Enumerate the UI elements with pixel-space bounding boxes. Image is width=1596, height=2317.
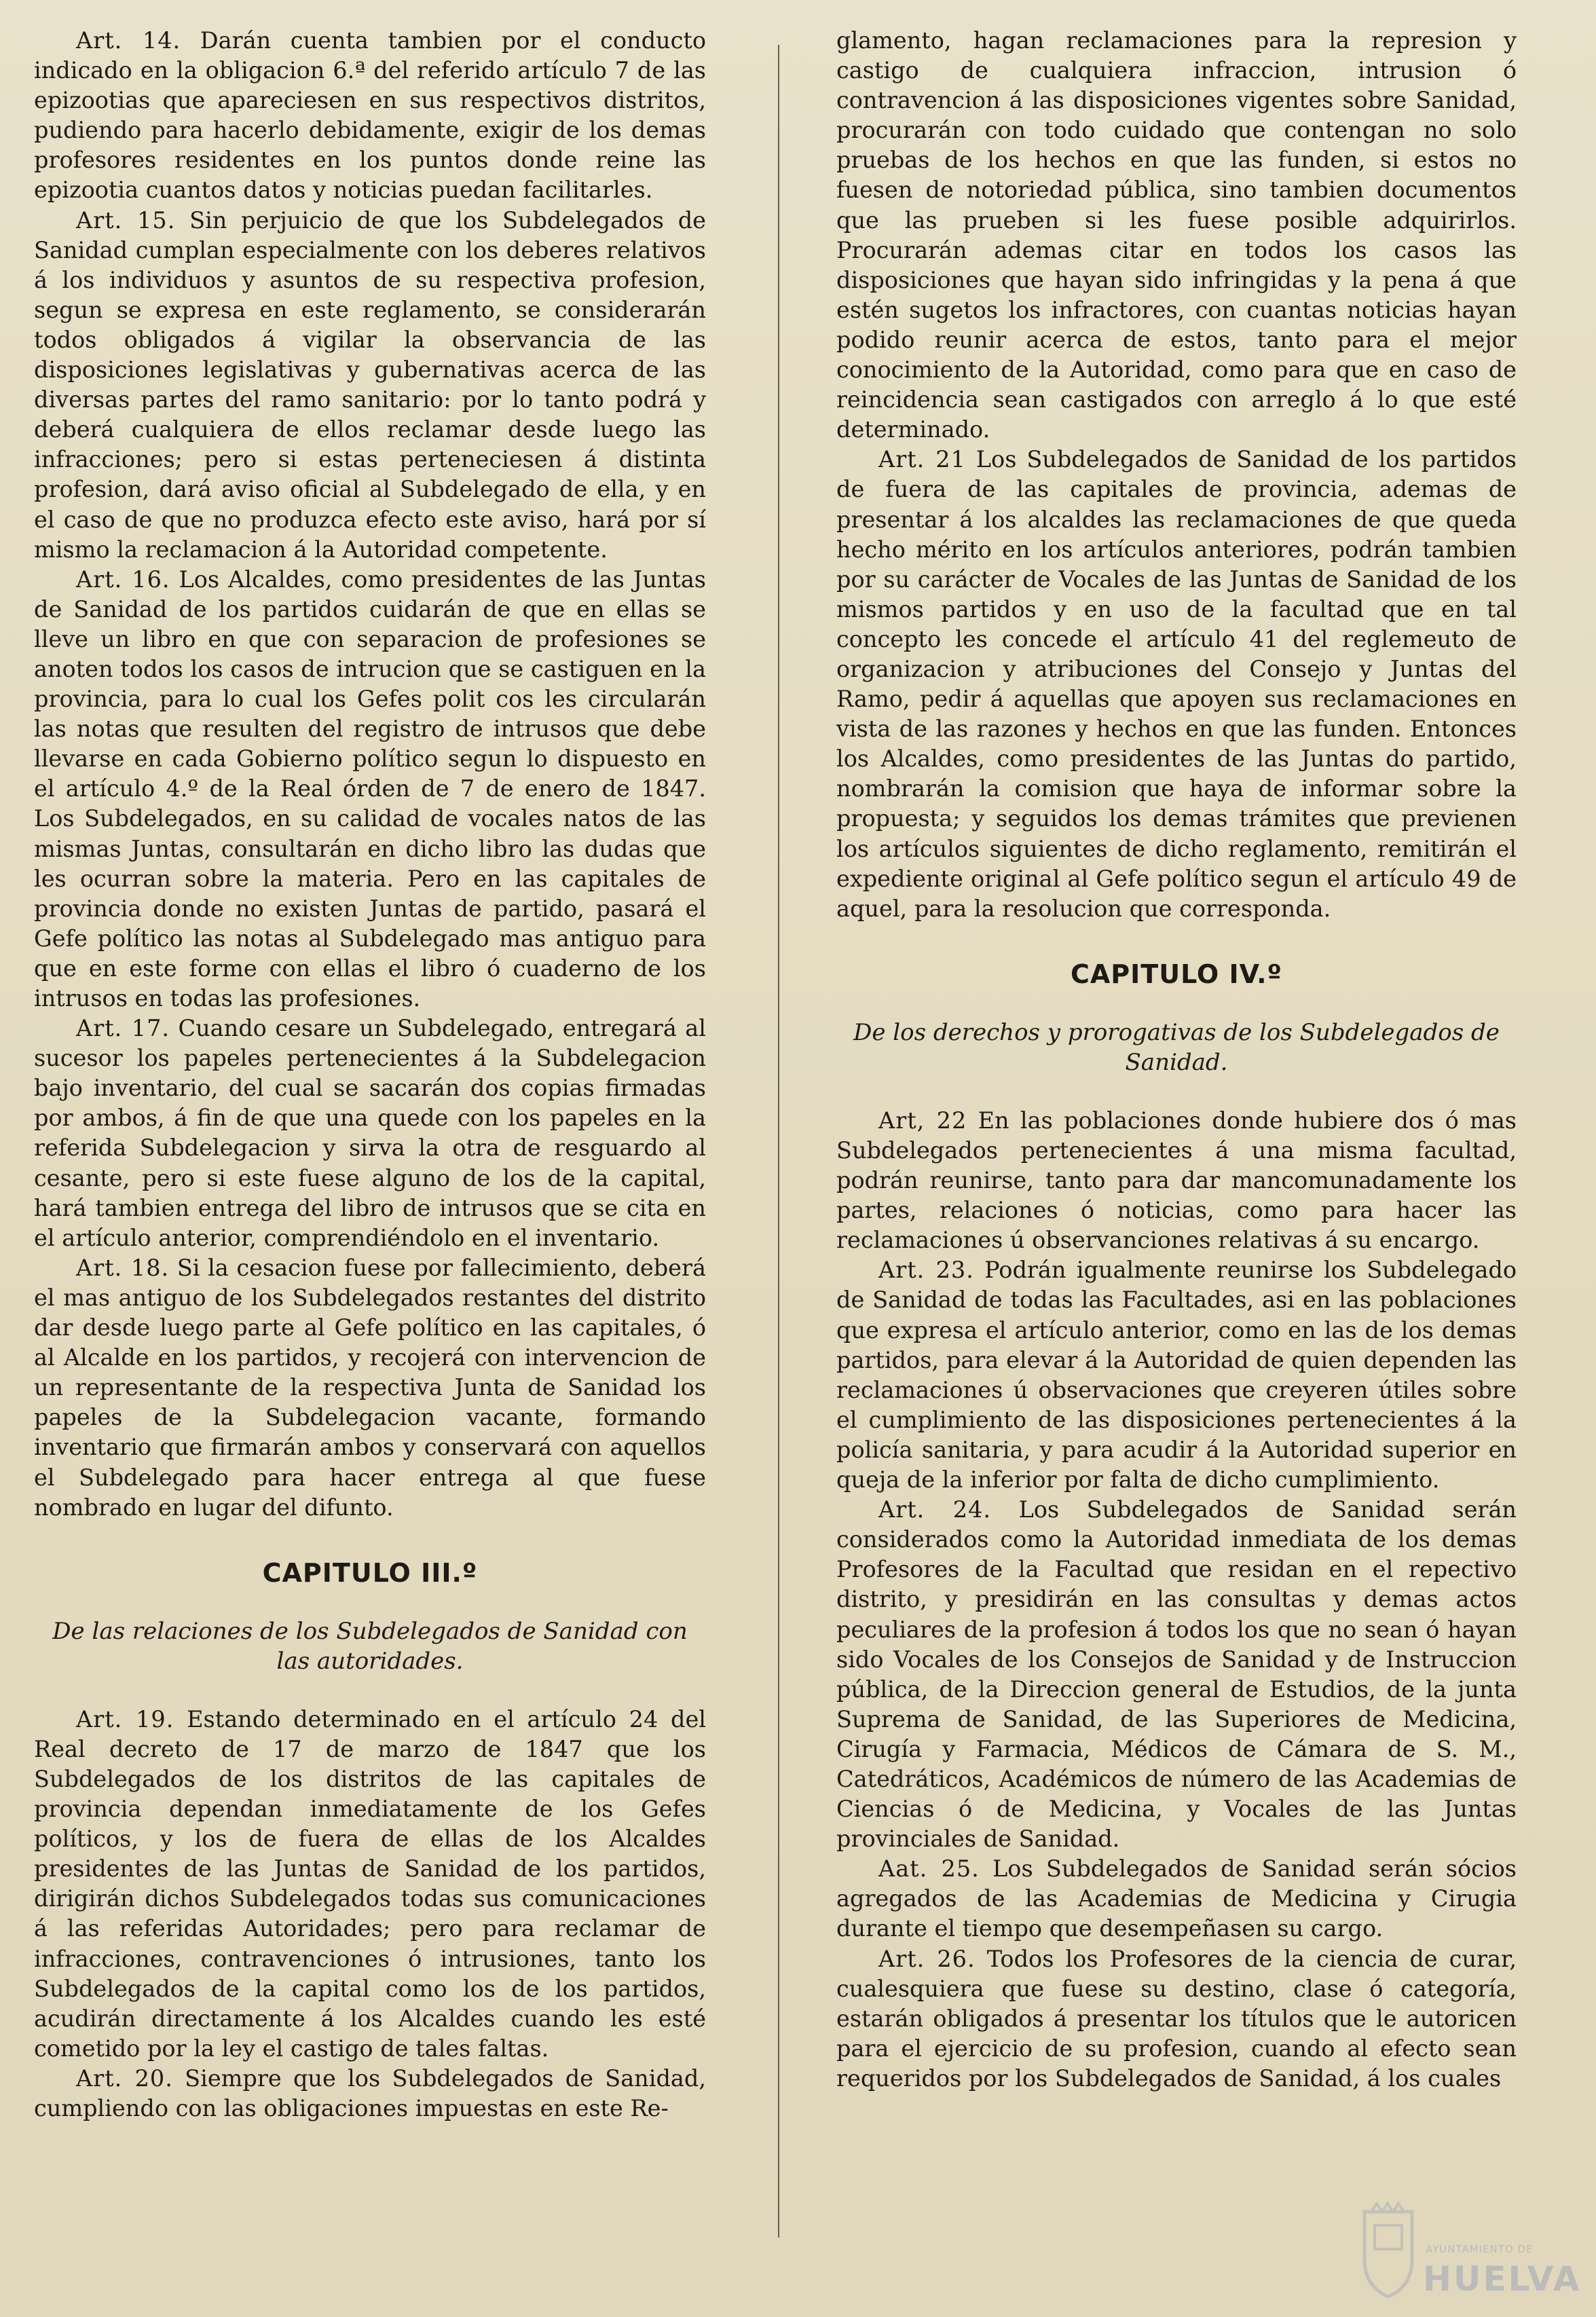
article-text: Los Subdelegados de Sanidad de los partidos de fuera de las capitales de provincia, ademas de presentar á los alcaldes las reclamaciones de que queda hecho mérito en los artículos anteriores, podrán tambien por su carácter de Vocales de las Juntas de Sanidad de los mismos partidos y en uso de la facultad que en tal concepto les concede el artículo 41 del reglemeuto de organizacion y atribuciones del Consejo y Juntas del Ramo, pedir á aquellas que apoyen sus reclamaciones en vista de las razones y hechos en que las funden. Entonces los Alcaldes, como presidentes de las Juntas do partido, nombrarán la comision que haya de informar sobre la propuesta; y seguidos los demas trámites que previenen los artículos siguientes de dicho reglamento, remitirán el expediente original al Gefe político segun el artículo 49 de aquel, para la resolucion que corresponda. bbox=[836, 446, 1517, 922]
article-18 bbox=[34, 1253, 706, 1523]
article-20-continued: glamento, hagan reclamaciones para la represion y castigo de cualquiera infraccion, intrusion ó contravencion á las disposiciones vigentes sobre Sanidad, procurarán con todo cuidado que contengan no solo pruebas de los hechos en que las funden, si estos no fuesen de notoriedad pública, sino tambien documentos que las prueben si les fuese posible adquirirlos. Procurarán ademas citar en todos los casos las disposiciones que hayan sido infringidas y la pena á que estén sugetos los infractores, con cuantas noticias hayan podido reunir acerca de estos, tanto para el mejor conocimiento de la Autoridad, como para que en caso de reincidencia sean castigados con arreglo á lo que esté determinado. bbox=[836, 27, 1517, 443]
article-text: Todos los Profesores de la ciencia de curar, cualesquiera que fuese su destino, clase ó categoría, estarán obligados á presentar los títulos que le autoricen para el ejercicio de su profesion, cuando al efecto sean requeridos por los Subdelegados de Sanidad, á los cuales bbox=[836, 1945, 1517, 2092]
article-label: Art. 26. bbox=[878, 1945, 976, 1972]
article-text: Siempre que los Subdelegados de Sanidad, cumpliendo con las obligaciones impuestas en este Re- bbox=[34, 2064, 706, 2121]
watermark-subtitle: AYUNTAMIENTO DE bbox=[1426, 2243, 1534, 2255]
article-label: Art. 21 bbox=[878, 446, 966, 473]
article-label: Art. 20. bbox=[76, 2064, 173, 2092]
chapter-4-subtitle: De los derechos y prorogativas de los Subdelegados de Sanidad. bbox=[853, 1018, 1500, 1076]
article-label: Art. 19. bbox=[76, 1705, 174, 1732]
article-22 bbox=[836, 1106, 1517, 1255]
chapter-3-title: CAPITULO III.º bbox=[262, 1557, 478, 1588]
article-label: Art, 22 bbox=[878, 1107, 967, 1134]
right-column bbox=[836, 26, 1517, 2094]
article-15 bbox=[34, 206, 706, 565]
article-text: Darán cuenta tambien por el conducto indicado en la obligacion 6.ª del referido artículo 7 de las epizootias que apareciesen en sus respectivos distritos, pudiendo para hacerlo debidamente, exigir de los demas profesores residentes en los puntos donde reine las epizootia cuantos datos y noticias puedan facilitarles. bbox=[34, 27, 707, 204]
article-text: Los Subdelegados de Sanidad serán considerados como la Autoridad inmediata de los demas Profesores de la Facultad que residan en el repectivo distrito, y presidirán en las consultas y demas actos peculiares de la profesion á todos los que no sean ó hayan sido Vocales de los Consejos de Sanidad y de Instruccion pública, de la Direccion general de Estudios, de la junta Suprema de Sanidad, de las Superiores de Medicina, Cirugía y Farmacia, Médicos de Cámara de S. M., Catedráticos, Académicos de número de las Academias de Ciencias ó de Medicina, y Vocales de las Juntas provinciales de Sanidad. bbox=[836, 1496, 1517, 1853]
article-label: Art. 18. bbox=[76, 1254, 170, 1281]
article-text: Los Alcaldes, como presidentes de las Juntas de Sanidad de los partidos cuidarán de que en ellas se lleve un libro en que con separacion de profesiones se anoten todos los casos de intrucion que se castiguen en la provincia, para lo cual los Gefes polit cos les circularán las notas que resulten del registro de intrusos que debe llevarse en cada Gobierno político segun lo dispuesto en el artículo 4.º de la Real órden de 7 de enero de 1847. Los Subdelegados, en su calidad de vocales natos de las mismas Juntas, consultarán en dicho libro las dudas que les ocurran sobre la materia. Pero en las capitales de provincia donde no existen Juntas de partido, pasará el Gefe político las notas al Subdelegado mas antiguo para que en este forme con ellas el libro ó cuaderno de los intrusos en todas las profesiones. bbox=[34, 566, 706, 1012]
chapter-4-title: CAPITULO IV.º bbox=[1071, 959, 1282, 989]
article-label: Art. 17. bbox=[76, 1015, 170, 1042]
article-26 bbox=[836, 1944, 1517, 2094]
article-23 bbox=[836, 1255, 1517, 1495]
column-divider bbox=[778, 45, 779, 2238]
article-text: Estando determinado en el artículo 24 del Real decreto de 17 de marzo de 1847 que los Subdelegados de los distritos de las capitales de provincia dependan inmediatamente de los Gefes políticos, y los de fuera de ellas de los Alcaldes presidentes de las Juntas de Sanidad de los partidos, dirigirán dichos Subdelegados todas sus comunicaciones á las referidas Autoridades; pero para reclamar de infracciones, contravenciones ó intrusiones, tanto los Subdelegados de la capital como los de los partidos, acudirán directamente á los Alcaldes cuando les esté cometido por la ley el castigo de tales faltas. bbox=[34, 1705, 706, 2062]
chapter-3-subtitle: De las relaciones de los Subdelegados de Sanidad con las autoridades. bbox=[52, 1617, 688, 1675]
article-label: Art. 24. bbox=[878, 1496, 992, 1523]
article-19 bbox=[34, 1705, 706, 2064]
article-text: Cuando cesare un Subdelegado, entregará al sucesor los papeles pertenecientes á la Subdelegacion bajo inventario, del cual se sacarán dos copias firmadas por ambos, á fin de que una quede con los papeles en la referida Subdelegacion y sirva la otra de resguardo al cesante, pero si este fuese alguno de los de la capital, hará tambien entrega del libro de intrusos que se cita en el artículo anterior, comprendiéndolo en el inventario. bbox=[34, 1015, 706, 1251]
article-14 bbox=[34, 26, 706, 206]
article-text: En las poblaciones donde hubiere dos ó mas Subdelegados pertenecientes á una misma facultad, podrán reunirse, tanto para dar mancomunadamente los partes, relaciones ó noticias, como para hacer las reclamaciones ú observanciones relativas á su encargo. bbox=[836, 1107, 1517, 1254]
article-text: Si la cesacion fuese por fallecimiento, deberá el mas antiguo de los Subdelegados restantes del distrito dar desde luego parte al Gefe político en las capitales, ó al Alcalde en los partidos, y recojerá con intervencion de un representante de la respectiva Junta de Sanidad los papeles de la Subdelegacion vacante, formando inventario que firmarán ambos y conservará con aquellos el Subdelegado para hacer entrega al que fuese nombrado en lugar del difunto. bbox=[34, 1254, 706, 1521]
article-24 bbox=[836, 1495, 1517, 1854]
article-text: Podrán igualmente reunirse los Subdelegado de Sanidad de todas las Facultades, asi en las poblaciones que expresa el artículo anterior, como en las de los demas partidos, para elevar á la Autoridad de quien dependen las reclamaciones ú observaciones que creyeren útiles sobre el cumplimiento de las disposiciones pertenecientes á la policía sanitaria, y para acudir á la Autoridad superior en queja de la inferior por falta de dicho cumplimiento. bbox=[836, 1257, 1517, 1494]
article-25 bbox=[836, 1854, 1517, 1944]
article-label: Aat. 25. bbox=[878, 1855, 980, 1883]
watermark-text: HUELVA bbox=[1423, 2259, 1582, 2299]
article-text: Los Subdelegados de Sanidad serán sócios agregados de las Academias de Medicina y Cirugia durante el tiempo que desempeñasen su cargo. bbox=[836, 1855, 1517, 1942]
article-17 bbox=[34, 1014, 706, 1253]
article-label: Art. 14. bbox=[76, 27, 181, 54]
article-label: Art. 16. bbox=[76, 566, 170, 593]
left-column bbox=[34, 26, 706, 2124]
article-21 bbox=[836, 445, 1517, 924]
article-label: Art. 23. bbox=[878, 1257, 974, 1284]
article-16 bbox=[34, 565, 706, 1014]
article-text: Sin perjuicio de que los Subdelegados de Sanidad cumplan especialmente con los deberes relativos á los individuos y asuntos de su respectiva profesion, segun se expresa en este reglamento, se considerarán todos obligados á vigilar la observancia de las disposiciones legislativas y gubernativas acerca de las diversas partes del ramo sanitario: por lo tanto podrá y deberá cualquiera de ellos reclamar desde luego las infracciones; pero si estas perteneciesen á distinta profesion, dará aviso oficial al Subdelegado de ella, y en el caso de que no produzca efecto este aviso, hará por sí mismo la reclamacion á la Autoridad competente. bbox=[34, 206, 706, 563]
article-label: Art. 15. bbox=[76, 206, 176, 234]
article-20 bbox=[34, 2064, 706, 2124]
